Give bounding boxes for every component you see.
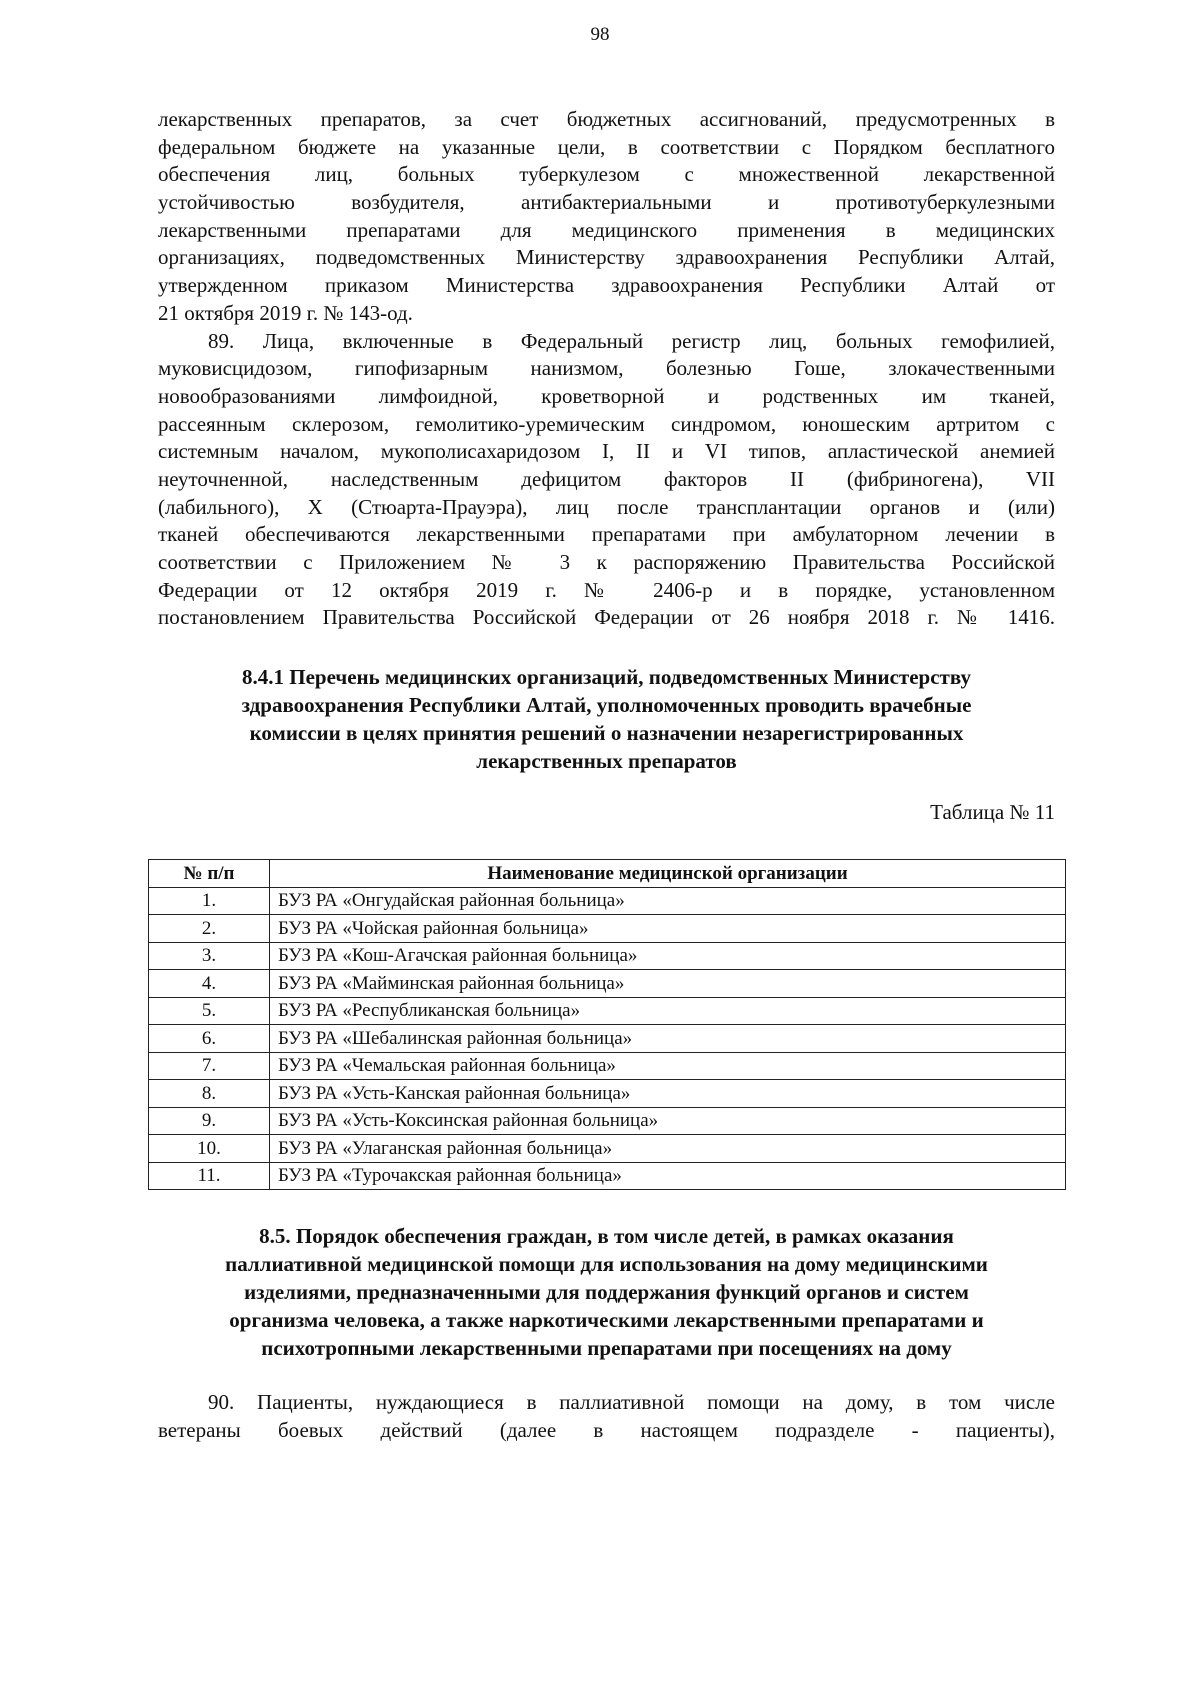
row-number: 1. xyxy=(149,887,270,915)
organization-name: БУЗ РА «Турочакская районная больница» xyxy=(270,1162,1066,1190)
text-line: (лабильного), X (Стюарта-Прауэра), лиц после трансплантации органов и (или) xyxy=(158,494,1055,519)
table-row xyxy=(149,997,1066,1025)
row-number: 5. xyxy=(149,997,270,1025)
paragraph-88-continuation xyxy=(158,106,1055,632)
section-heading-8-5 xyxy=(158,1222,1055,1362)
column-header-name: Наименование медицинской организации xyxy=(270,860,1066,888)
table-row xyxy=(149,1025,1066,1053)
organization-name: БУЗ РА «Онгудайская районная больница» xyxy=(270,887,1066,915)
row-number: 11. xyxy=(149,1162,270,1190)
text-line: постановлением Правительства Российской Федерации от 26 ноября 2018 г. № 1416. xyxy=(158,605,1055,630)
text-line: Федерации от 12 октября 2019 г. № 2406-р и в порядке, установленном xyxy=(158,577,1055,602)
heading-line: лекарственных препаратов xyxy=(476,749,737,773)
text-line: лекарственных препаратов, за счет бюджетных ассигнований, предусмотренных в xyxy=(158,107,1055,131)
page-number: 98 xyxy=(590,24,610,45)
organization-name: БУЗ РА «Усть-Канская районная больница» xyxy=(270,1080,1066,1108)
text-line: системным началом, мукополисахаридозом I, II и VI типов, апластической анемией xyxy=(158,439,1055,464)
row-number: 10. xyxy=(149,1135,270,1163)
row-number: 9. xyxy=(149,1107,270,1135)
organization-name: БУЗ РА «Усть-Коксинская районная больница» xyxy=(270,1107,1066,1135)
text-line: тканей обеспечиваются лекарственными препаратами при амбулаторном лечении в xyxy=(158,522,1055,547)
heading-line: здравоохранения Республики Алтай, уполномоченных проводить врачебные xyxy=(241,693,972,717)
organizations-table xyxy=(148,859,1066,1190)
row-number: 7. xyxy=(149,1052,270,1080)
text-line: ветераны боевых действий (далее в настоящем подразделе - пациенты), xyxy=(158,1417,1055,1442)
organization-name: БУЗ РА «Республиканская больница» xyxy=(270,997,1066,1025)
text-line: 90. Пациенты, нуждающиеся в паллиативной помощи на дому, в том числе xyxy=(208,1390,1055,1414)
text-line: соответствии с Приложением № 3 к распоряжению Правительства Российской xyxy=(158,550,1055,574)
text-line: муковисцидозом, гипофизарным нанизмом, болезнью Гоше, злокачественными xyxy=(158,356,1055,381)
organization-name: БУЗ РА «Кош-Агачская районная больница» xyxy=(270,942,1066,970)
heading-line: паллиативной медицинской помощи для использования на дому медицинскими xyxy=(225,1252,988,1276)
text-line: лекарственными препаратами для медицинского применения в медицинских xyxy=(158,217,1055,242)
heading-line: изделиями, предназначенными для поддержания функций органов и систем xyxy=(244,1280,969,1304)
column-header-number: № п/п xyxy=(149,860,270,888)
text-line: утвержденном приказом Министерства здравоохранения Республики Алтай от xyxy=(158,273,1055,298)
table-row xyxy=(149,970,1066,998)
row-number: 3. xyxy=(149,942,270,970)
row-number: 4. xyxy=(149,970,270,998)
table-row xyxy=(149,915,1066,943)
organization-name: БУЗ РА «Шебалинская районная больница» xyxy=(270,1025,1066,1053)
organization-name: БУЗ РА «Чемальская районная больница» xyxy=(270,1052,1066,1080)
row-number: 2. xyxy=(149,915,270,943)
heading-line: 8.5. Порядок обеспечения граждан, в том числе детей, в рамках оказания xyxy=(259,1224,954,1248)
table-row xyxy=(149,1135,1066,1163)
row-number: 6. xyxy=(149,1025,270,1053)
text-line: рассеянным склерозом, гемолитико-уремическим синдромом, юношеским артритом с xyxy=(158,411,1055,436)
heading-line: психотропными лекарственными препаратами при посещениях на дому xyxy=(261,1336,952,1360)
heading-line: организма человека, а также наркотическими лекарственными препаратами и xyxy=(229,1308,984,1332)
text-line: 89. Лица, включенные в Федеральный регистр лиц, больных гемофилией, xyxy=(208,328,1055,353)
row-number: 8. xyxy=(149,1080,270,1108)
heading-line: 8.4.1 Перечень медицинских организаций, подведомственных Министерству xyxy=(242,665,971,689)
text-line: устойчивостью возбудителя, антибактериальными и противотуберкулезными xyxy=(158,190,1055,215)
paragraph-90 xyxy=(158,1389,1055,1444)
text-line: федеральном бюджете на указанные цели, в соответствии с Порядком бесплатного xyxy=(158,134,1055,159)
table-caption: Таблица № 11 xyxy=(930,800,1055,824)
table-row xyxy=(149,887,1066,915)
table-row xyxy=(149,1080,1066,1108)
table-row xyxy=(149,1107,1066,1135)
table-row xyxy=(149,1052,1066,1080)
table-header-row xyxy=(149,860,1066,888)
organization-name: БУЗ РА «Улаганская районная больница» xyxy=(270,1135,1066,1163)
text-line: обеспечения лиц, больных туберкулезом с множественной лекарственной xyxy=(158,162,1055,187)
table-row xyxy=(149,942,1066,970)
text-line: 21 октября 2019 г. № 143-од. xyxy=(158,300,413,325)
section-heading-8-4-1 xyxy=(158,663,1055,775)
text-line: неуточненной, наследственным дефицитом факторов II (фибриногена), VII xyxy=(158,466,1055,491)
organization-name: БУЗ РА «Майминская районная больница» xyxy=(270,970,1066,998)
heading-line: комиссии в целях принятия решений о назначении незарегистрированных xyxy=(249,721,964,745)
text-line: новообразованиями лимфоидной, кроветворной и родственных им тканей, xyxy=(158,383,1055,408)
text-line: организациях, подведомственных Министерству здравоохранения Республики Алтай, xyxy=(158,245,1055,270)
organization-name: БУЗ РА «Чойская районная больница» xyxy=(270,915,1066,943)
table-row xyxy=(149,1162,1066,1190)
